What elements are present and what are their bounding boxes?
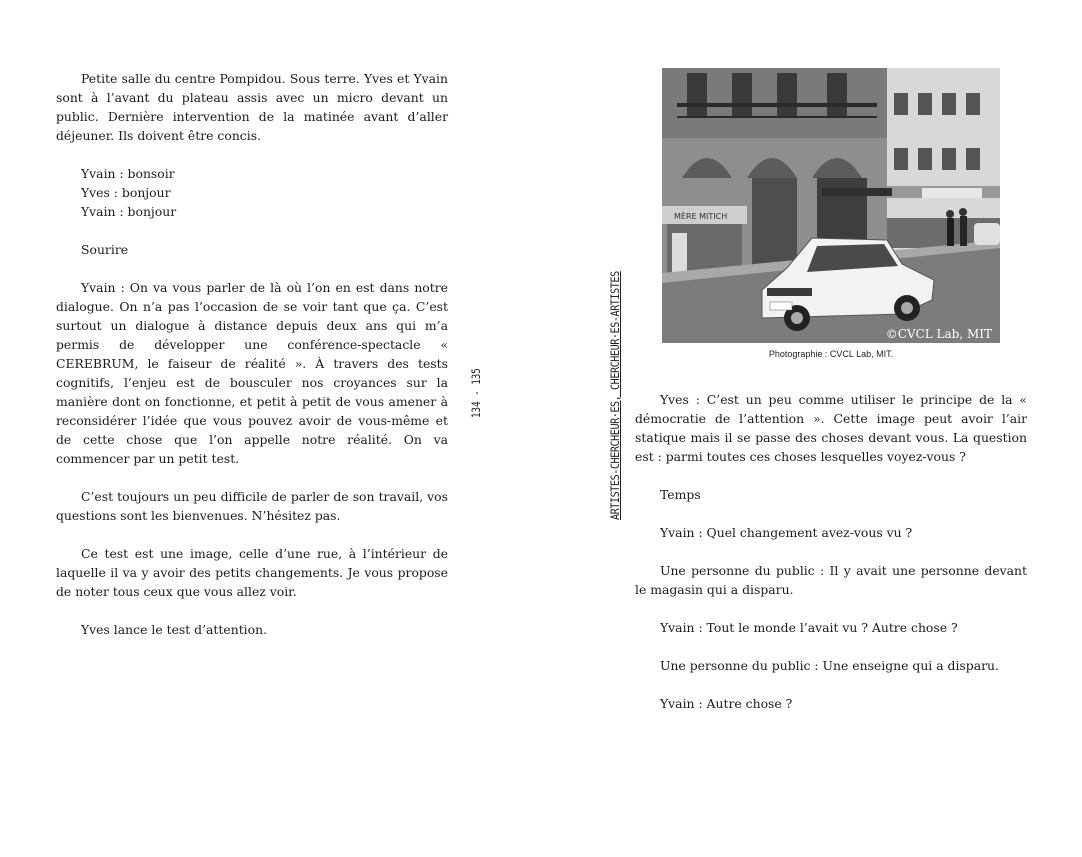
shop-sign: MÈRE MITICH [674, 212, 728, 221]
street-photo [662, 68, 1000, 343]
stage-direction: Sourire [81, 242, 129, 257]
dialogue-line: Yvain : Autre chose ? [660, 696, 793, 711]
paragraph: Ce test est une image, celle d’une rue, à l’intérieur de laquelle il va y avoir des petits changements. Je vous propose de noter tous ceux que vous allez voir. [56, 546, 448, 599]
paragraph: Yves : C’est un peu comme utiliser le principe de la « démocratie de l’attention ». Cette image peut avoir l’air statique mais il se passe des choses devant vous. La question est : parmi toutes ces choses lesquelles voyez-vous ? [635, 392, 1027, 464]
dialogue-line: Yves : bonjour [81, 185, 171, 200]
dialogue-line: Yvain : Quel changement avez-vous vu ? [660, 525, 913, 540]
dialogue-line: Yvain : bonsoir [81, 166, 175, 181]
section-title: ARTISTES-CHERCHEUR·ES, CHERCHEUR·ES-ARTISTES [608, 271, 622, 520]
photo-watermark: ©CVCL Lab, MIT [885, 327, 992, 341]
stage-direction: Temps [660, 487, 701, 502]
dialogue-line: Yvain : Tout le monde l’avait vu ? Autre chose ? [660, 620, 958, 635]
left-page-text [56, 69, 448, 658]
right-page-text [635, 390, 1027, 732]
paragraph-intro: Petite salle du centre Pompidou. Sous terre. Yves et Yvain sont à l’avant du plateau assis avec un micro devant un public. Dernière intervention de la matinée avant d’aller déjeuner. Ils doivent être concis. [56, 71, 448, 143]
paragraph: C’est toujours un peu difficile de parler de son travail, vos questions sont les bienvenues. N’hésitez pas. [56, 489, 448, 523]
stage-direction: Yves lance le test d’attention. [81, 622, 268, 637]
dialogue-line: Yvain : bonjour [81, 204, 177, 219]
dialogue-line: Une personne du public : Il y avait une personne devant le magasin qui a disparu. [635, 563, 1027, 597]
page-numbers: 134 - 135 [469, 368, 483, 418]
dialogue-line: Une personne du public : Une enseigne qui a disparu. [660, 658, 999, 673]
photo-caption: Photographie : CVCL Lab, MIT. [768, 349, 894, 359]
paragraph: Yvain : On va vous parler de là où l’on en est dans notre dialogue. On n’a pas l’occasion de se voir tant que ça. C’est surtout un dialogue à distance depuis deux ans qui m’a permis de développer une conférence-spectacle « CEREBRUM, le faiseur de réalité ». À travers des tests cognitifs, l’enjeu est de bousculer nos croyances sur la manière dont on fonctionne, et petit à petit de vous amener à reconsidérer l’idée que vous pouvez avoir de vous-même et de cette chose que l’on appelle notre réalité. On va commencer par un petit test. [56, 280, 448, 466]
